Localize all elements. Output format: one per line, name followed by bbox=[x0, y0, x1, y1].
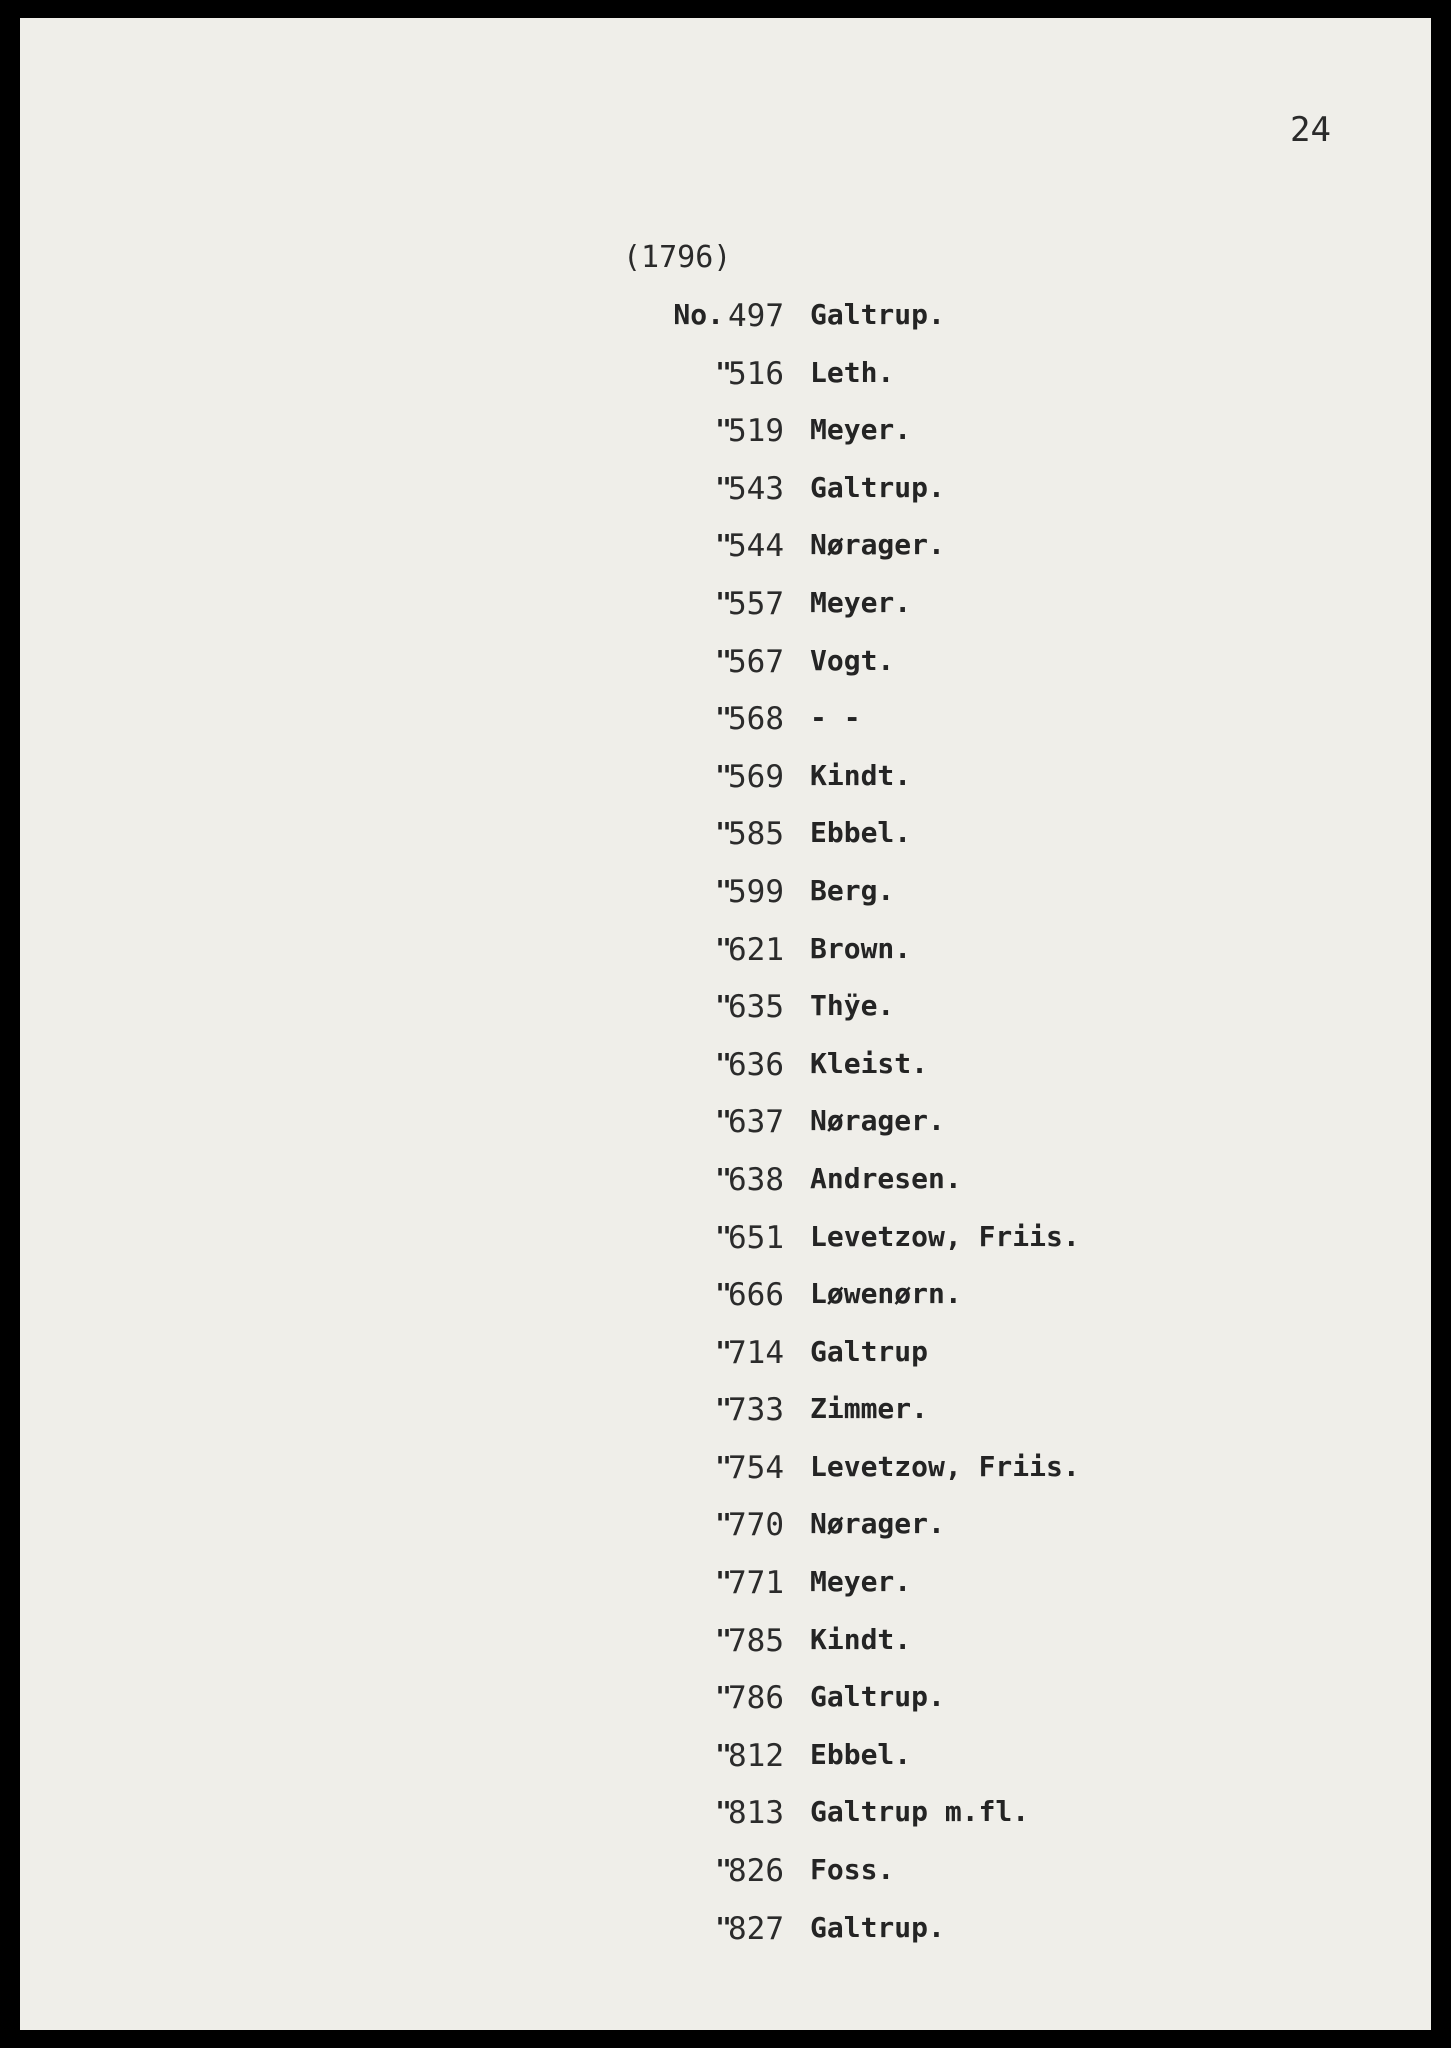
entry-number: 497 bbox=[728, 298, 784, 334]
entry-number: 666 bbox=[728, 1277, 784, 1314]
entry-number: 827 bbox=[728, 1910, 784, 1947]
entry-number: 557 bbox=[728, 585, 784, 622]
entry-number: 621 bbox=[728, 931, 784, 968]
entry-number: 569 bbox=[728, 758, 784, 795]
entry-name: Levetzow, Friis. bbox=[810, 1219, 1080, 1253]
entry-prefix: " bbox=[715, 1795, 732, 1829]
entry-prefix: " bbox=[715, 528, 732, 562]
document-page bbox=[20, 18, 1431, 2030]
entry-prefix: No. bbox=[673, 298, 724, 331]
entry-name: Nørager. bbox=[810, 1507, 945, 1541]
entry-number: 635 bbox=[728, 989, 784, 1026]
entry-number: 599 bbox=[728, 873, 784, 910]
entry-name: Galtrup. bbox=[810, 1910, 945, 1944]
entry-number: 651 bbox=[728, 1219, 784, 1256]
entry-prefix: " bbox=[715, 873, 732, 907]
entry-name: Meyer. bbox=[810, 1565, 912, 1599]
entry-name: Ebbel. bbox=[810, 1737, 912, 1771]
entry-prefix: " bbox=[715, 413, 732, 447]
entry-number: 714 bbox=[728, 1334, 784, 1371]
entry-name: Berg. bbox=[810, 873, 895, 907]
entry-number: 637 bbox=[728, 1104, 784, 1141]
entry-prefix: " bbox=[715, 1680, 732, 1714]
entry-prefix: " bbox=[715, 1565, 732, 1599]
entry-name: Brown. bbox=[810, 931, 912, 965]
entry-prefix: " bbox=[715, 643, 732, 677]
entry-name: Galtrup bbox=[810, 1334, 929, 1368]
entry-prefix: " bbox=[715, 931, 732, 965]
entry-prefix: " bbox=[715, 1104, 732, 1138]
page-number: 24 bbox=[1290, 110, 1331, 150]
entry-prefix: " bbox=[715, 1161, 732, 1195]
entry-name: Meyer. bbox=[810, 413, 912, 447]
entry-name: - - bbox=[810, 701, 861, 735]
entry-name: Nørager. bbox=[810, 1104, 945, 1138]
entry-name: Andresen. bbox=[810, 1161, 962, 1195]
entry-prefix: " bbox=[715, 816, 732, 850]
entry-number: 826 bbox=[728, 1853, 784, 1890]
entry-number: 771 bbox=[728, 1565, 784, 1602]
entry-prefix: " bbox=[715, 1622, 732, 1656]
entry-number: 585 bbox=[728, 816, 784, 853]
entry-prefix: " bbox=[715, 989, 732, 1023]
entry-number: 754 bbox=[728, 1449, 784, 1486]
entry-name: Vogt. bbox=[810, 643, 895, 677]
entry-prefix: " bbox=[715, 1334, 732, 1368]
entry-number: 519 bbox=[728, 413, 784, 450]
entry-name: Kindt. bbox=[810, 1622, 912, 1656]
entry-name: Kindt. bbox=[810, 758, 912, 792]
entry-name: Kleist. bbox=[810, 1046, 929, 1080]
entry-name: Nørager. bbox=[810, 528, 945, 562]
year-heading: (1796) bbox=[623, 240, 732, 275]
entry-prefix: " bbox=[715, 470, 732, 504]
entry-prefix: " bbox=[715, 701, 732, 735]
entry-prefix: " bbox=[715, 1910, 732, 1944]
entry-prefix: " bbox=[715, 1219, 732, 1253]
entry-number: 733 bbox=[728, 1392, 784, 1429]
entry-number: 543 bbox=[728, 470, 784, 507]
entry-name: Foss. bbox=[810, 1853, 895, 1887]
entry-number: 770 bbox=[728, 1507, 784, 1544]
entry-prefix: " bbox=[715, 1737, 732, 1771]
entry-name: Galtrup. bbox=[810, 298, 945, 331]
entry-name: Leth. bbox=[810, 355, 895, 389]
entry-name: Levetzow, Friis. bbox=[810, 1449, 1080, 1483]
entry-prefix: " bbox=[715, 1853, 732, 1887]
entry-number: 567 bbox=[728, 643, 784, 680]
entry-prefix: " bbox=[715, 585, 732, 619]
entry-name: Galtrup. bbox=[810, 470, 945, 504]
entry-number: 638 bbox=[728, 1161, 784, 1198]
entry-prefix: " bbox=[715, 355, 732, 389]
entry-name: Thÿe. bbox=[810, 989, 895, 1023]
entry-number: 786 bbox=[728, 1680, 784, 1717]
entry-name: Galtrup. bbox=[810, 1680, 945, 1714]
entry-name: Zimmer. bbox=[810, 1392, 929, 1426]
entry-number: 544 bbox=[728, 528, 784, 565]
entry-number: 813 bbox=[728, 1795, 784, 1832]
entry-prefix: " bbox=[715, 1392, 732, 1426]
entry-prefix: " bbox=[715, 1449, 732, 1483]
entry-name: Løwenørn. bbox=[810, 1277, 962, 1311]
entry-name: Galtrup m.fl. bbox=[810, 1795, 1030, 1829]
entry-name: Ebbel. bbox=[810, 816, 912, 850]
entry-number: 568 bbox=[728, 701, 784, 738]
entry-prefix: " bbox=[715, 1277, 732, 1311]
entry-prefix: " bbox=[715, 1046, 732, 1080]
entry-name: Meyer. bbox=[810, 585, 912, 619]
entry-number: 636 bbox=[728, 1046, 784, 1083]
entry-prefix: " bbox=[715, 758, 732, 792]
entry-number: 516 bbox=[728, 355, 784, 392]
entry-number: 812 bbox=[728, 1737, 784, 1774]
entry-prefix: " bbox=[715, 1507, 732, 1541]
entry-number: 785 bbox=[728, 1622, 784, 1659]
